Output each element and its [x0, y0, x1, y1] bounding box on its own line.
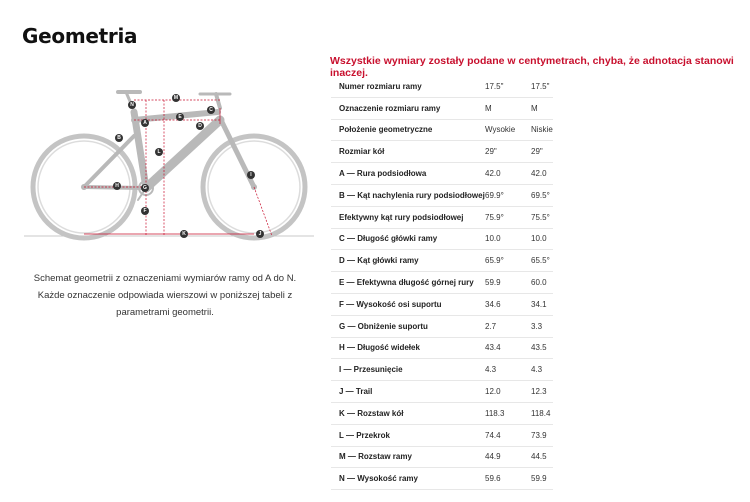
svg-text:E: E	[178, 114, 182, 120]
value-high: 65.9°	[485, 250, 531, 272]
value-low: 60.0	[531, 272, 553, 294]
value-high: 44.9	[485, 446, 531, 468]
units-notice: Wszystkie wymiary zostały podane w centymetrach, chyba, że adnotacja stanowi inaczej.	[330, 55, 734, 79]
marker-f	[141, 207, 149, 215]
marker-g	[141, 184, 149, 192]
value-low: 69.5°	[531, 184, 553, 206]
svg-text:H: H	[115, 183, 119, 189]
table-row	[331, 206, 553, 228]
table-row	[331, 315, 553, 337]
marker-m	[172, 94, 180, 102]
row-label: Oznaczenie rozmiaru ramy	[331, 97, 485, 119]
marker-h	[113, 182, 121, 190]
row-label: A — Rura podsiodłowa	[331, 163, 485, 185]
marker-e	[176, 113, 184, 121]
value-high: 29"	[485, 141, 531, 163]
value-high: 17.5"	[485, 76, 531, 97]
marker-d	[196, 122, 204, 130]
value-high: 59.9	[485, 272, 531, 294]
svg-text:K: K	[182, 231, 186, 237]
marker-n	[128, 101, 136, 109]
value-high: 2.7	[485, 315, 531, 337]
table-row	[331, 272, 553, 294]
marker-c	[207, 106, 215, 114]
value-low: 17.5"	[531, 76, 553, 97]
value-high: 4.3	[485, 359, 531, 381]
value-low: 44.5	[531, 446, 553, 468]
value-low: 118.4	[531, 402, 553, 424]
value-high: 74.4	[485, 424, 531, 446]
value-low: 12.3	[531, 381, 553, 403]
value-high: 118.3	[485, 402, 531, 424]
svg-text:M: M	[173, 95, 179, 101]
row-label: H — Długość widełek	[331, 337, 485, 359]
bike-frame	[84, 92, 254, 200]
value-high: 42.0	[485, 163, 531, 185]
row-label: J — Trail	[331, 381, 485, 403]
marker-j	[256, 230, 264, 238]
table-row	[331, 228, 553, 250]
marker-a	[141, 119, 149, 127]
value-high: 10.0	[485, 228, 531, 250]
row-label: C — Długość główki ramy	[331, 228, 485, 250]
value-low: 65.5°	[531, 250, 553, 272]
table-row	[331, 402, 553, 424]
value-low: M	[531, 97, 553, 119]
marker-k	[180, 230, 188, 238]
value-low: 42.0	[531, 163, 553, 185]
row-label: B — Kąt nachylenia rury podsiodłowej	[331, 184, 485, 206]
table-row	[331, 381, 553, 403]
table-row	[331, 119, 553, 141]
row-label: I — Przesunięcie	[331, 359, 485, 381]
svg-text:F: F	[143, 208, 147, 214]
table-row	[331, 446, 553, 468]
row-label: E — Efektywna długość górnej rury	[331, 272, 485, 294]
row-label: D — Kąt główki ramy	[331, 250, 485, 272]
table-row	[331, 163, 553, 185]
value-low: Niskie	[531, 119, 553, 141]
svg-text:I: I	[250, 172, 252, 178]
row-label: Numer rozmiaru ramy	[331, 76, 485, 97]
value-high: 75.9°	[485, 206, 531, 228]
marker-b	[115, 134, 123, 142]
row-label: Rozmiar kół	[331, 141, 485, 163]
svg-text:D: D	[198, 123, 202, 129]
row-label: Efektywny kąt rury podsiodłowej	[331, 206, 485, 228]
value-low: 3.3	[531, 315, 553, 337]
geometry-table	[331, 76, 553, 490]
row-label: K — Rozstaw kół	[331, 402, 485, 424]
table-row	[331, 468, 553, 490]
value-high: 12.0	[485, 381, 531, 403]
geometry-diagram	[24, 80, 314, 250]
table-row	[331, 76, 553, 97]
value-low: 34.1	[531, 293, 553, 315]
value-low: 43.5	[531, 337, 553, 359]
value-low: 4.3	[531, 359, 553, 381]
table-row	[331, 141, 553, 163]
row-label: G — Obniżenie suportu	[331, 315, 485, 337]
svg-text:L: L	[157, 149, 161, 155]
row-label: L — Przekrok	[331, 424, 485, 446]
value-high: M	[485, 97, 531, 119]
table-row	[331, 97, 553, 119]
svg-text:G: G	[143, 185, 147, 191]
value-low: 75.5°	[531, 206, 553, 228]
svg-text:N: N	[130, 102, 134, 108]
value-low: 73.9	[531, 424, 553, 446]
value-high: 69.9°	[485, 184, 531, 206]
value-high: 34.6	[485, 293, 531, 315]
value-high: Wysokie	[485, 119, 531, 141]
svg-text:A: A	[143, 120, 147, 126]
value-low: 59.9	[531, 468, 553, 490]
table-row	[331, 250, 553, 272]
marker-i	[247, 171, 255, 179]
value-low: 29"	[531, 141, 553, 163]
svg-text:J: J	[258, 231, 262, 237]
value-low: 10.0	[531, 228, 553, 250]
diagram-caption: Schemat geometrii z oznaczeniami wymiarów ramy od A do N. Każde oznaczenie odpowiada wierszowi w poniższej tabeli z parametrami geometrii.	[33, 273, 297, 318]
row-label: M — Rozstaw ramy	[331, 446, 485, 468]
value-high: 43.4	[485, 337, 531, 359]
table-row	[331, 184, 553, 206]
row-label: F — Wysokość osi suportu	[331, 293, 485, 315]
row-label: N — Wysokość ramy	[331, 468, 485, 490]
svg-text:B: B	[117, 135, 121, 141]
page-title: Geometria	[22, 24, 138, 48]
bike-illustration	[24, 80, 314, 250]
row-label: Położenie geometryczne	[331, 119, 485, 141]
marker-l	[155, 148, 163, 156]
table-row	[331, 337, 553, 359]
table-row	[331, 424, 553, 446]
table-row	[331, 359, 553, 381]
table-row	[331, 293, 553, 315]
svg-text:C: C	[209, 107, 213, 113]
value-high: 59.6	[485, 468, 531, 490]
